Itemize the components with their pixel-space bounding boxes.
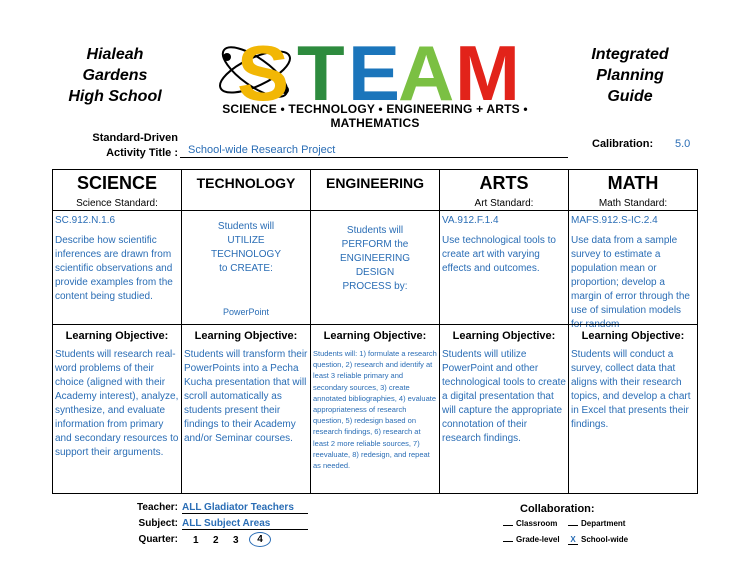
technology-sub-blank — [182, 197, 310, 211]
teacher-label: Teacher: — [137, 502, 178, 513]
collab-grade-level[interactable]: Grade-level — [503, 535, 560, 544]
math-lo-text[interactable]: Students will conduct a survey, collect data that aligns with their research topics, and develop a chart in Excel that presents their findings. — [571, 349, 691, 430]
collab-department-mark — [568, 525, 578, 526]
engineering-prompt: Students will PERFORM the ENGINEERING DESIGN PROCESS by: — [339, 225, 410, 292]
math-standard-label: Math Standard: — [569, 197, 697, 211]
divider — [53, 324, 181, 325]
science-standard-label: Science Standard: — [53, 197, 181, 211]
technology-prompt: Students will UTILIZE TECHNOLOGY to CREATE: — [210, 221, 281, 274]
collaboration-label: Collaboration: — [520, 503, 595, 515]
technology-lo-text[interactable]: Students will transform their PowerPoints into a Pecha Kucha presentation that will scroll automatically as students present their findings to their Academy and/or Seminar courses. — [184, 349, 308, 444]
quarter-1[interactable]: 1 — [193, 535, 199, 546]
engineering-sub-blank — [311, 197, 439, 211]
calibration-value[interactable]: 5.0 — [675, 138, 691, 150]
arts-column — [440, 170, 569, 493]
activity-title-label: Standard-Driven Activity Title : — [92, 132, 178, 159]
activity-title-field[interactable]: School-wide Research Project — [180, 144, 568, 158]
subject-field[interactable]: ALL Subject Areas — [182, 518, 308, 530]
divider — [311, 324, 439, 325]
engineering-lo-text[interactable]: Students will: 1) formulate a research question, 2) research and identify at least 3 reliable primary and secondary sources, 3) create annotated bibliographies, 4) evaluate appropriateness of research question, 5) redesign based on research findings, 6) research at least 2 more reliable sources, 7) reevaluate, 8) redesign, and repeat as needed. — [313, 349, 437, 471]
technology-tool[interactable]: PowerPoint — [222, 307, 270, 317]
engineering-column — [311, 170, 440, 493]
guide-title: Integrated Planning Guide — [591, 46, 669, 105]
technology-header: TECHNOLOGY — [196, 175, 296, 191]
math-lo-label: Learning Objective: — [581, 330, 685, 342]
collab-classroom[interactable]: Classroom — [503, 519, 557, 528]
logo-letter-s: S — [237, 29, 290, 117]
logo-letter-m: M — [455, 29, 520, 117]
calibration-label: Calibration: — [592, 138, 654, 150]
quarter-2[interactable]: 2 — [213, 535, 219, 546]
technology-column — [182, 170, 311, 493]
divider — [569, 324, 697, 325]
science-lo-text[interactable]: Students will research real-word problems of their choice (aligned with their Academy interest), analyze, synthesize, and evaluate information from primary and secondary resources to support their arguments. — [55, 349, 179, 458]
school-name: Hialeah Gardens High School — [68, 46, 162, 105]
subject-label: Subject: — [138, 518, 178, 529]
math-standard[interactable]: MAFS.912.S-IC.2.4 Use data from a sample survey to estimate a population mean or proportion; develop a margin of error through the use of simulation models for random — [571, 215, 690, 330]
teacher-field[interactable]: ALL Gladiator Teachers — [182, 502, 308, 514]
collab-classroom-mark — [503, 525, 513, 526]
logo-letter-a: A — [398, 29, 455, 117]
arts-header: ARTS — [479, 173, 529, 193]
science-lo-label: Learning Objective: — [65, 330, 169, 342]
collab-school-wide[interactable]: X School-wide — [568, 535, 628, 545]
science-header: SCIENCE — [76, 173, 157, 193]
divider — [440, 324, 568, 325]
divider — [182, 324, 310, 325]
steam-grid — [52, 169, 698, 494]
technology-lo-label: Learning Objective: — [194, 330, 298, 342]
arts-lo-text[interactable]: Students will utilize PowerPoint and other technological tools to create a digital presentation that will capture the appropriate connotation of their research findings. — [442, 349, 566, 444]
math-header: MATH — [607, 173, 659, 193]
science-standard[interactable]: SC.912.N.1.6 Describe how scientific inferences are drawn from scientific observations and provide examples from the content being studied. — [55, 215, 173, 302]
engineering-lo-label: Learning Objective: — [323, 330, 427, 342]
quarter-4-selected[interactable]: 4 — [249, 532, 271, 547]
collab-grade-level-mark — [503, 541, 513, 542]
quarter-label: Quarter: — [138, 534, 178, 545]
logo-letter-t: T — [297, 29, 345, 117]
quarter-3[interactable]: 3 — [233, 535, 239, 546]
arts-standard-label: Art Standard: — [440, 197, 568, 211]
logo-subtitle: SCIENCE • TECHNOLOGY • ENGINEERING + ARTS • MATHEMATICS — [222, 102, 528, 130]
science-column — [53, 170, 182, 493]
engineering-header: ENGINEERING — [325, 175, 424, 191]
collab-school-wide-mark: X — [568, 535, 578, 545]
arts-lo-label: Learning Objective: — [452, 330, 556, 342]
arts-standard[interactable]: VA.912.F.1.4 Use technological tools to create art with varying effects and outcomes. — [442, 215, 556, 274]
collab-department[interactable]: Department — [568, 519, 625, 528]
math-column — [569, 170, 697, 493]
logo-letter-e: E — [348, 29, 401, 117]
